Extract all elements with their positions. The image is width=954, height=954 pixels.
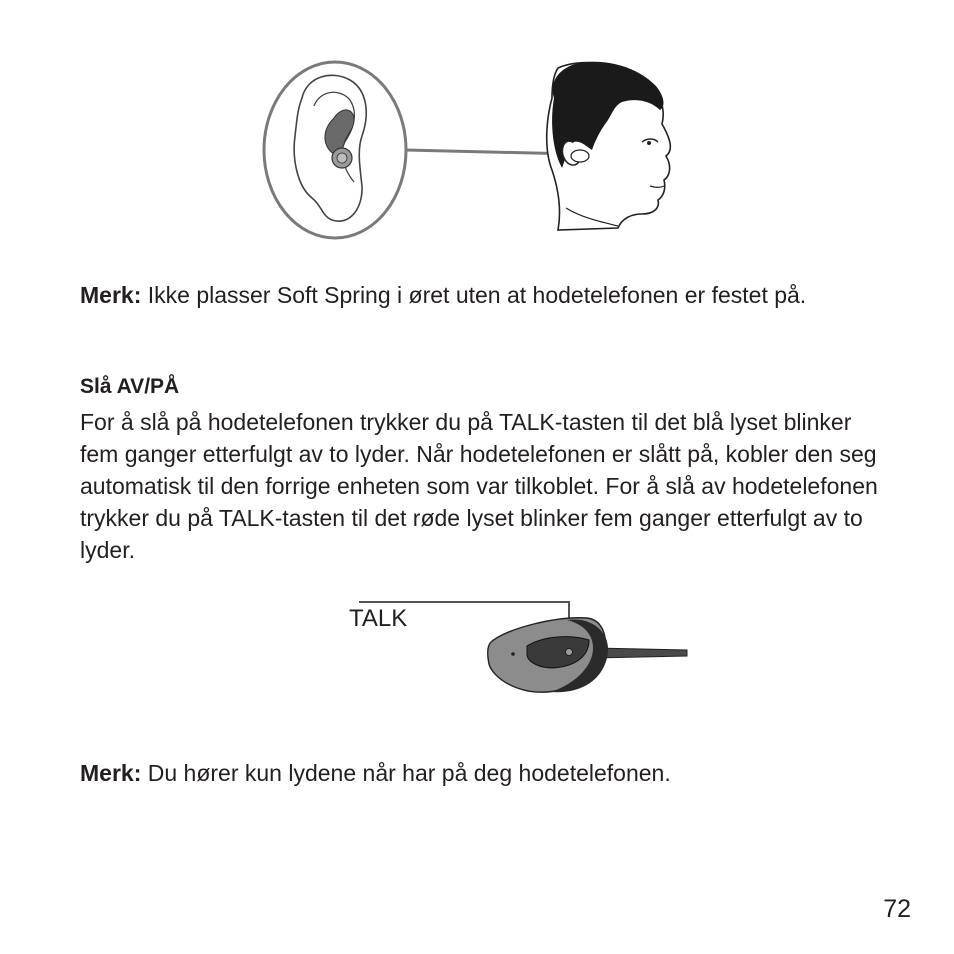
section-body: For å slå på hodetelefonen trykker du på TALK-tasten til det blå lyset blinker fem ganger etterfulgt av to lyder. Når hodetelefonen er slått på, kobler den seg automatisk til den forrige enheten som var tilkoblet. For å slå av hodetelefonen trykker du på TALK-tasten til det røde lyset blinker fem ganger etterfulgt av to lyder. (80, 409, 878, 563)
page-number: 72 (883, 895, 911, 923)
headset-talk-illustration (357, 598, 697, 698)
note-top-label: Merk: (80, 282, 142, 308)
headset-on-ear (571, 150, 589, 162)
note-bottom-text: Du hører kun lydene når har på deg hodetelefonen. (141, 760, 671, 786)
note-top-text: Ikke plasser Soft Spring i øret uten at hodetelefonen er festet på. (141, 282, 807, 308)
note-bottom (80, 757, 880, 789)
talk-button-dot (566, 649, 573, 656)
led-indicator (511, 652, 515, 656)
ear-headset-illustration (262, 58, 682, 243)
talk-label: TALK (349, 605, 408, 632)
section-heading: Slå AV/PÅ (80, 375, 180, 398)
note-top (80, 279, 880, 311)
note-bottom-label: Merk: (80, 760, 142, 786)
